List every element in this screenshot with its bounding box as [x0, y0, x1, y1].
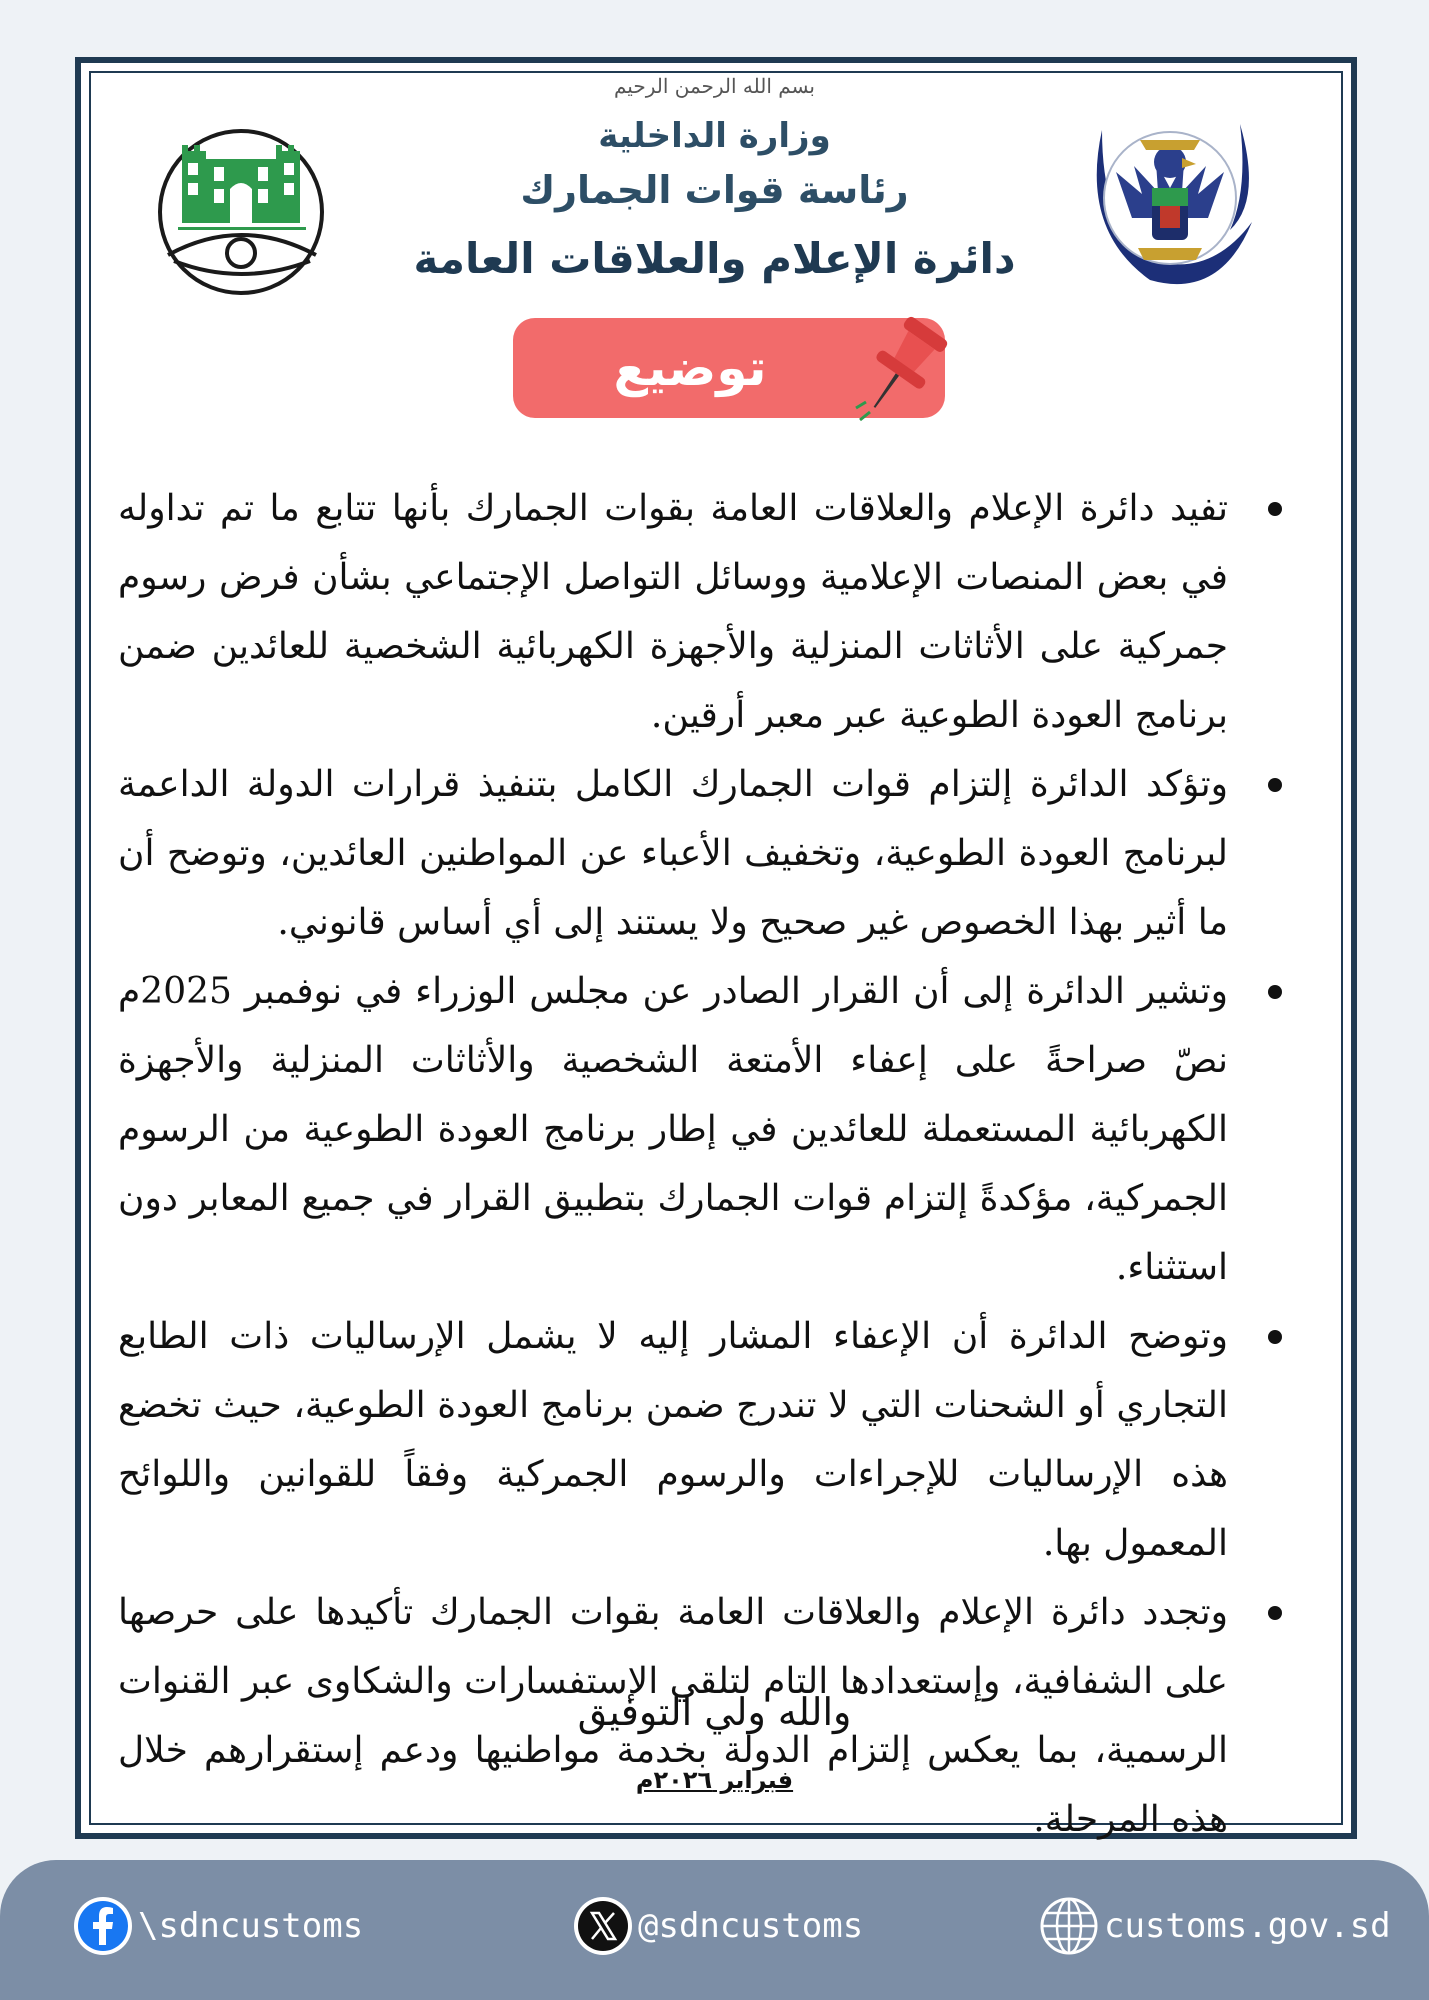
department-title: دائرة الإعلام والعلاقات العامة [413, 234, 1016, 283]
paragraph-3 [118, 957, 1290, 1302]
presidency-title: رئاسة قوات الجمارك [520, 168, 909, 212]
bullet-dot [1268, 778, 1282, 792]
bullet-dot [1268, 1330, 1282, 1344]
website-url: customs.gov.sd [1104, 1906, 1391, 1946]
x-link[interactable] [572, 1891, 863, 1961]
facebook-handle: \sdncustoms [138, 1906, 364, 1946]
bullet-dot [1268, 1606, 1282, 1620]
paragraph-text: وتوضح الدائرة أن الإعفاء المشار إليه لا يشمل الإرساليات ذات الطابع التجاري أو الشحنات التي لا تندرج ضمن برنامج العودة الطوعية، حيث تخضع هذه الإرساليات للإجراءات والرسوم الجمركية وفقاً للقوانين واللوائح المعمول بها. [118, 1316, 1228, 1564]
website-link[interactable] [1038, 1891, 1391, 1961]
paragraph-text: وتجدد دائرة الإعلام والعلاقات العامة بقوات الجمارك تأكيدها على حرصها على الشفافية، وإستعدادها التام لتلقي الإستفسارات والشكاوى عبر القنوات الرسمية، بما يعكس إلتزام الدولة بخدمة مواطنيها ودعم إستقرارهم خلال هذه المرحلة. [118, 1592, 1228, 1840]
ministry-title: وزارة الداخلية [598, 116, 831, 156]
bullet-dot [1268, 502, 1282, 516]
facebook-icon [72, 1895, 134, 1957]
bullet-dot [1268, 985, 1282, 999]
statement-body [118, 474, 1290, 1854]
x-icon [572, 1895, 634, 1957]
paragraph-2 [118, 750, 1290, 957]
press-badge-label: توضيع صحفي [604, 339, 776, 493]
statement-date: فبراير ٢٠٢٦م [635, 1766, 794, 1794]
paragraph-text: وتشير الدائرة إلى أن القرار الصادر عن مجلس الوزراء في نوفمبر 2025م نصّ صراحةً على إعفاء الأمتعة الشخصية والأثاثات المنزلية والأجهزة الكهربائية المستعملة للعائدين في إطار برنامج العودة الطوعية من الرسوم الجمركية، مؤكدةً إلتزام قوات الجمارك بتطبيق القرار في جميع المعابر دون استثناء. [118, 971, 1228, 1288]
x-handle: @sdncustoms [638, 1906, 864, 1946]
paragraph-4 [118, 1302, 1290, 1578]
paragraph-text: تفيد دائرة الإعلام والعلاقات العامة بقوات الجمارك بأنها تتابع ما تم تداوله في بعض المنصات الإعلامية ووسائل التواصل الإجتماعي بشأن فرض رسوم جمركية على الأثاثات المنزلية والأجهزة الكهربائية الشخصية للعائدين ضمن برنامج العودة الطوعية عبر معبر أرقين. [118, 488, 1228, 736]
paragraph-1 [118, 474, 1290, 750]
push-pin-icon [848, 312, 956, 424]
closing-line: والله ولي التوفيق [577, 1690, 852, 1734]
facebook-link[interactable] [72, 1891, 363, 1961]
paragraph-text: وتؤكد الدائرة إلتزام قوات الجمارك الكامل بتنفيذ قرارات الدولة الداعمة لبرنامج العودة الطوعية، وتخفيف الأعباء عن المواطنين العائدين، وتوضح أن ما أثير بهذا الخصوص غير صحيح ولا يستند إلى أي أساس قانوني. [118, 764, 1228, 943]
globe-icon [1038, 1895, 1100, 1957]
basmala: بسم الله الرحمن الرحيم [613, 74, 815, 98]
